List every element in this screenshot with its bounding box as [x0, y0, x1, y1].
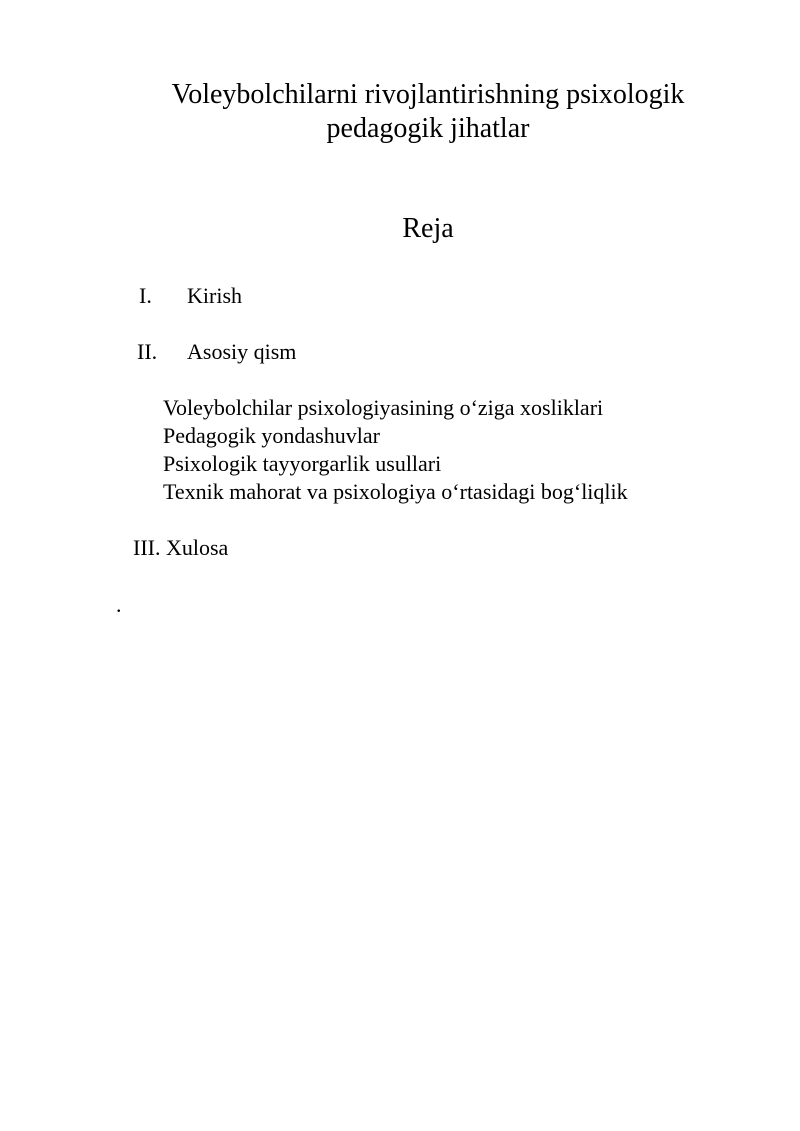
plan-item-2-label: Asosiy qism [187, 339, 297, 364]
plan-subitem: Texnik mahorat va psixologiya o‘rtasidagi bog‘liqlik [163, 479, 628, 504]
plan-subitems [163, 394, 628, 506]
plan-subitem: Psixologik tayyorgarlik usullari [163, 451, 442, 476]
plan-item-3: III. Xulosa [133, 535, 229, 560]
plan-item-2-numeral: II. [137, 339, 158, 364]
plan-item-1-numeral: I. [139, 283, 152, 308]
document-title [128, 78, 728, 146]
title-line-2: pedagogik jihatlar [326, 113, 530, 144]
trailing-mark: . [116, 592, 122, 617]
title-line-1: Voleybolchilarni rivojlantirishning psixologik [171, 79, 685, 110]
plan-subitem: Pedagogik yondashuvlar [163, 423, 380, 448]
plan-heading: Reja [402, 213, 454, 244]
plan-subitem: Voleybolchilar psixologiyasining o‘ziga xosliklari [163, 395, 604, 420]
plan-item-1-label: Kirish [187, 283, 242, 308]
